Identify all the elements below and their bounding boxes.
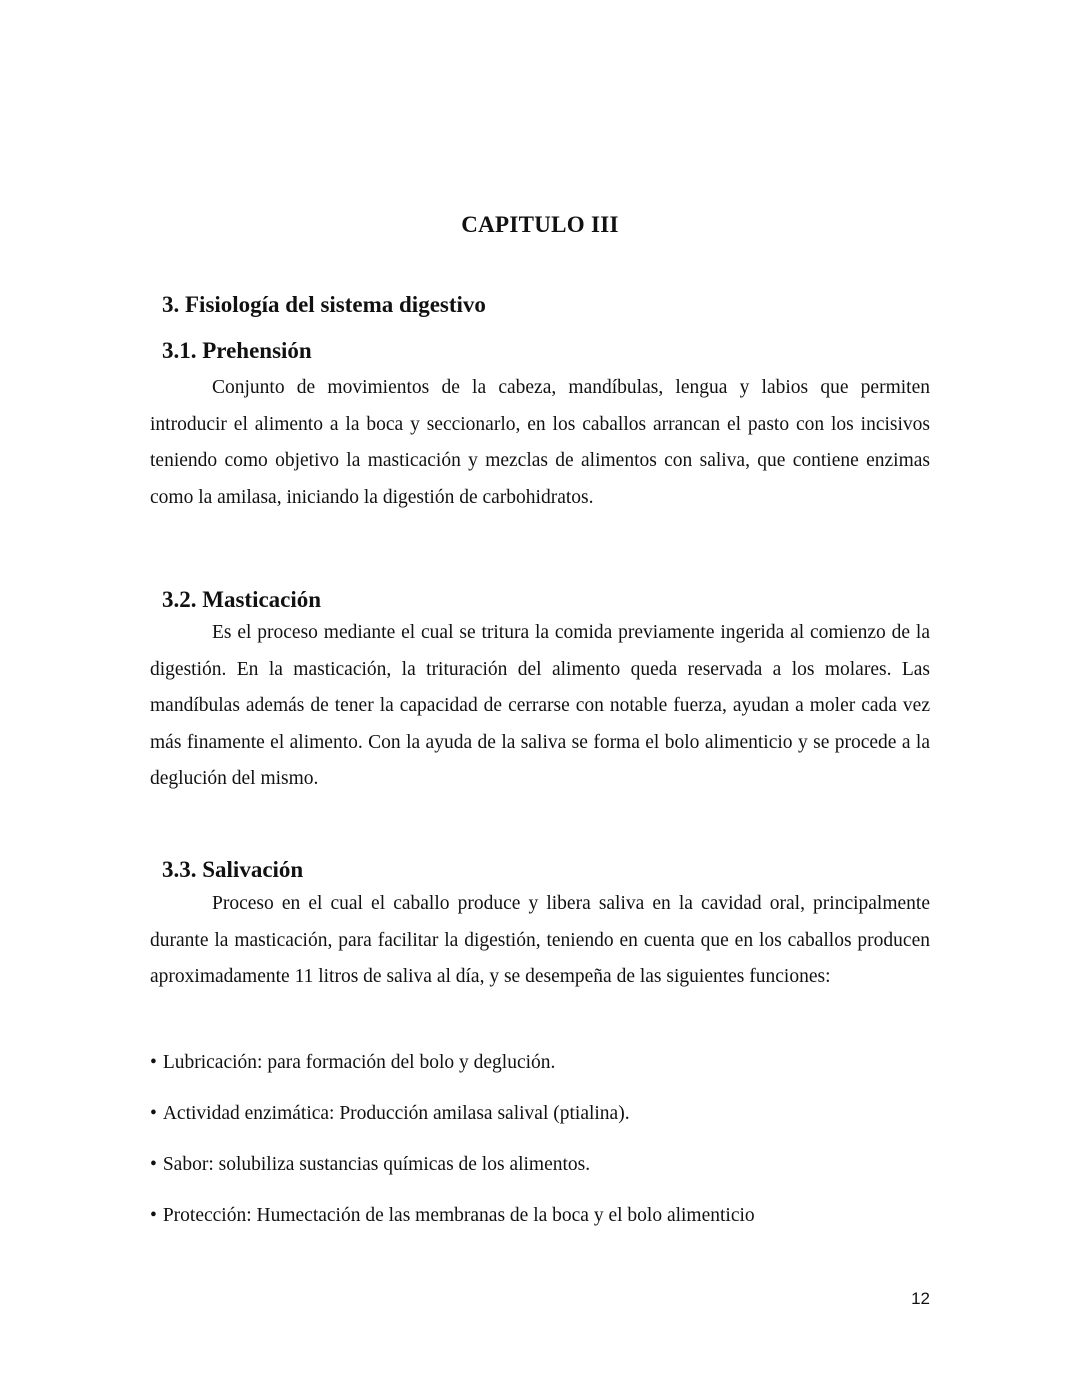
bullet-icon: • xyxy=(150,1052,157,1073)
list-item xyxy=(150,1154,590,1176)
list-item xyxy=(150,1205,755,1227)
chapter-title: CAPITULO III xyxy=(461,212,619,237)
list-item-text: Lubricación: para formación del bolo y deglución. xyxy=(162,1052,556,1073)
heading-masticacion: 3.2. Masticación xyxy=(162,587,322,612)
paragraph-prehension: Conjunto de movimientos de la cabeza, mandíbulas, lengua y labios que permiten introducir el alimento a la boca y seccionarlo, en los caballos arrancan el pasto con los incisivos teniendo como objetivo la masticación y mezclas de alimentos con saliva, que contiene enzimas como la amilasa, iniciando la digestión de carbohidratos. xyxy=(150,377,930,508)
bullet-icon: • xyxy=(150,1205,157,1226)
list-item-text: Actividad enzimática: Producción amilasa salival (ptialina). xyxy=(162,1103,630,1124)
list-item-text: Sabor: solubiliza sustancias químicas de los alimentos. xyxy=(162,1154,591,1175)
bullet-icon: • xyxy=(150,1103,157,1124)
heading-salivacion: 3.3. Salivación xyxy=(162,857,304,882)
paragraph-salivacion: Proceso en el cual el caballo produce y libera saliva en la cavidad oral, principalmente durante la masticación, para facilitar la digestión, teniendo en cuenta que en los caballos producen aproximadamente 11 litros de saliva al día, y se desempeña de las siguientes funciones: xyxy=(150,893,930,988)
list-item-text: Protección: Humectación de las membranas de la boca y el bolo alimenticio xyxy=(162,1205,755,1226)
section-title: 3. Fisiología del sistema digestivo xyxy=(162,292,486,317)
list-item xyxy=(150,1103,630,1125)
page-number: 12 xyxy=(911,1289,930,1308)
bullet-icon: • xyxy=(150,1154,157,1175)
heading-prehension: 3.1. Prehensión xyxy=(162,338,312,363)
paragraph-masticacion: Es el proceso mediante el cual se tritura la comida previamente ingerida al comienzo de la digestión. En la masticación, la trituración del alimento queda reservada a los molares. Las mandíbulas además de tener la capacidad de cerrarse con notable fuerza, ayudan a moler cada vez más finamente el alimento. Con la ayuda de la saliva se forma el bolo alimenticio y se procede a la deglución del mismo. xyxy=(150,622,930,790)
list-item xyxy=(150,1052,555,1074)
